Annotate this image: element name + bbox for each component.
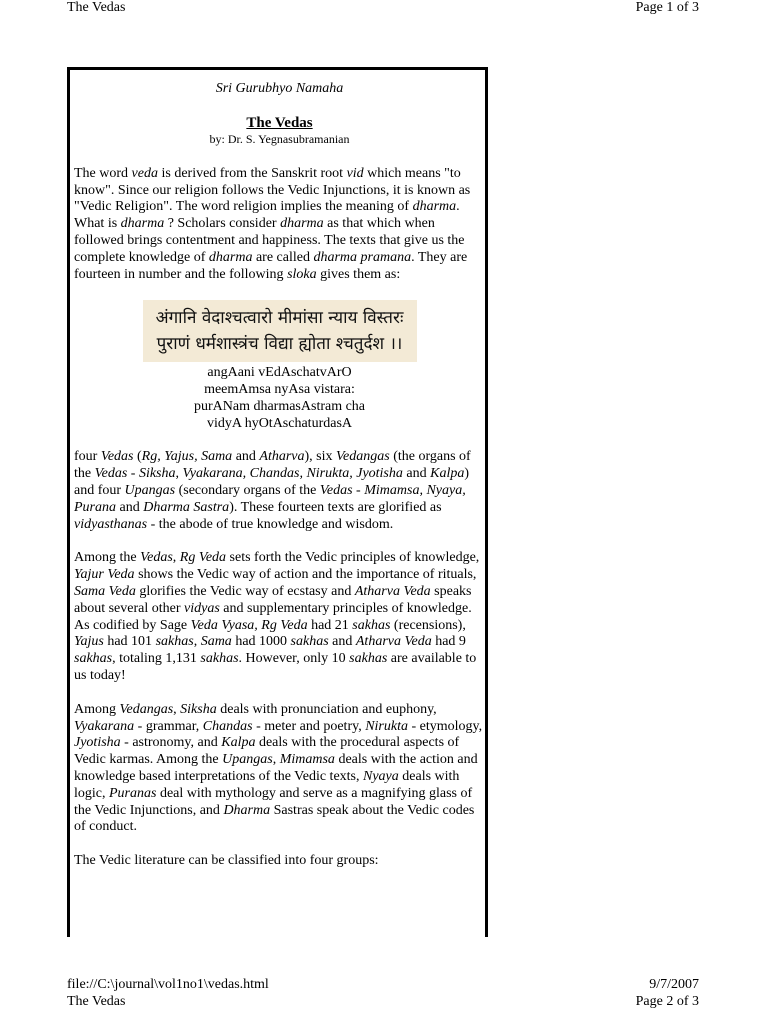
translit-line: purANam dharmasAstram cha [193, 399, 366, 415]
translit-line: meemAmsa nyAsa vistara: [204, 382, 355, 398]
footer-file-path: file://C:\journal\vol1no1\vedas.html [67, 977, 269, 992]
sloka-line-1: अंगानि वेदाश्चत्वारो मीमांसा न्याय विस्तरः [155, 308, 404, 329]
greeting: Sri Gurubhyo Namaha [215, 81, 344, 96]
translit-line: angAani vEdAschatvArO [207, 365, 352, 381]
article-content [74, 81, 485, 870]
header-title: The Vedas [67, 0, 126, 15]
next-page-title: The Vedas [67, 994, 126, 1009]
article-title: The Vedas [246, 114, 313, 131]
sloka-transliteration [74, 364, 485, 432]
paragraph-vedangas: Among Vedangas, Siksha deals with pronunciation and euphony, Vyakarana - grammar, Chandas - meter and poetry, Nirukta - etymology, Jyotisha - astronomy, and Kalpa deals with the procedural aspects of Vedic karmas. Among the Upangas, Mimamsa deals with the action and knowledge based interpretations of the Vedic texts, Nyaya deals with logic, Puranas deal with mythology and serve as a magnifying glass of the Vedic Injunctions, and Dharma Sastras speak about the Vedic codes of conduct. [74, 701, 483, 835]
paragraph-closing: The Vedic literature can be classified into four groups: [74, 853, 379, 869]
next-page-number: Page 2 of 3 [635, 994, 699, 1009]
sloka-image [143, 300, 417, 362]
paragraph-fourteen-texts: four Vedas (Rg, Yajus, Sama and Atharva), six Vedangas (the organs of the Vedas - Siksha, Vyakarana, Chandas, Nirukta, Jyotisha and Kalpa) and four Upangas (secondary organs of the Vedas - Mimamsa, Nyaya, Purana and Dharma Sastra). These fourteen texts are glorified as vidyasthanas - the abode of true knowledge and wisdom. [74, 449, 471, 532]
footer-date: 9/7/2007 [649, 977, 699, 992]
paragraph-vedas: Among the Vedas, Rg Veda sets forth the Vedic principles of knowledge, Yajur Veda shows the Vedic way of action and the importance of rituals, Sama Veda glorifies the Vedic way of ecstasy and Atharva Veda speaks about several other vidyas and supplementary principles of knowledge. As codified by Sage Veda Vyasa, Rg Veda had 21 sakhas (recensions), Yajus had 101 sakhas, Sama had 1000 sakhas and Atharva Veda had 9 sakhas, totaling 1,131 sakhas. However, only 10 sakhas are available to us today! [74, 550, 480, 683]
translit-line: vidyA hyOtAschaturdasA [206, 416, 353, 432]
header-page-number: Page 1 of 3 [635, 0, 699, 15]
sloka-line-2: पुराणं धर्मशास्त्रंच विद्या ह्योता श्चतुर्दश ।। [156, 334, 403, 355]
byline: by: Dr. S. Yegnasubramanian [209, 131, 350, 146]
paragraph-intro: The word veda is derived from the Sanskrit root vid which means "to know". Since our religion follows the Vedic Injunctions, it is known as "Vedic Religion". The word religion implies the meaning of dharma. What is dharma ? Scholars consider dharma as that which when followed brings contentment and happiness. The texts that give us the complete knowledge of dharma are called dharma pramana. They are fourteen in number and the following sloka gives them as: [74, 165, 471, 282]
